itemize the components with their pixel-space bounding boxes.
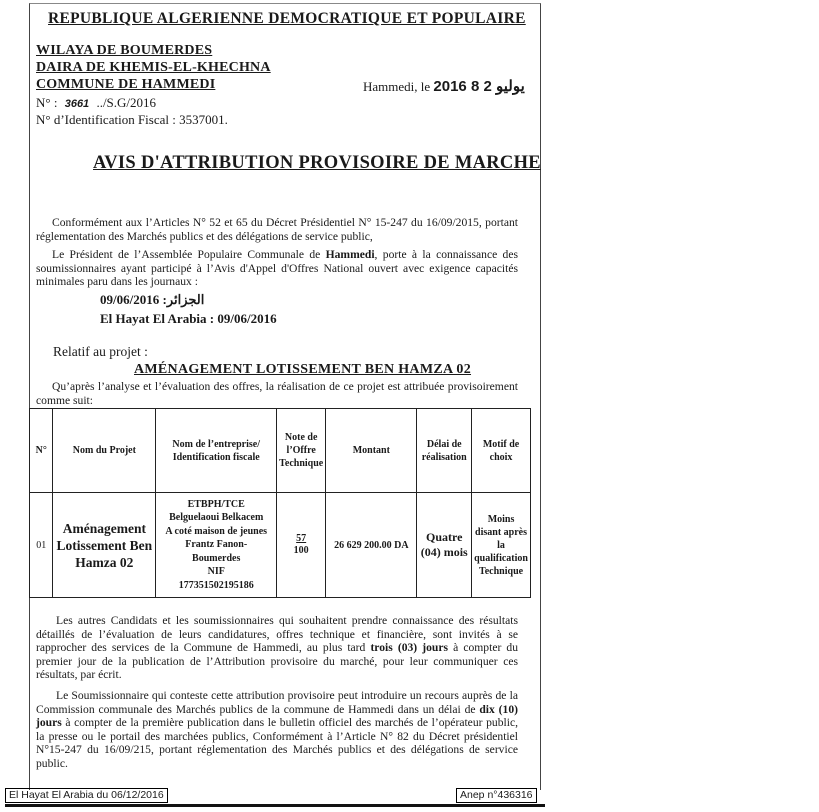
col-header-motif: Motif de choix	[472, 409, 531, 493]
date-label: Hammedi, le	[363, 79, 431, 94]
bottom-rule	[5, 804, 545, 807]
cell-projet: Aménagement Lotissement Ben Hamza 02	[53, 493, 156, 598]
cell-note	[277, 493, 326, 598]
note-fraction	[294, 533, 309, 557]
cell-delai: Quatre (04) mois	[417, 493, 472, 598]
reference-value: 3661	[64, 98, 90, 110]
entreprise-address-1: A coté maison de jeunes	[165, 525, 268, 537]
cell-montant: 26 629 200.00 DA	[326, 493, 417, 598]
award-table	[29, 408, 531, 598]
commune-name: Hammedi	[325, 248, 375, 261]
table-header-row	[30, 409, 531, 493]
republic-header: REPUBLIQUE ALGERIENNE DEMOCRATIQUE ET POPULAIRE	[48, 10, 526, 27]
journal-2: El Hayat El Arabia : 09/06/2016	[100, 311, 277, 326]
intro-paragraph-1: Conformément aux l’Articles N° 52 et 65 du Décret Présidentiel N° 15-247 du 16/09/2015, portant réglementation des Marchés publics et des délégations de service public,	[36, 216, 518, 243]
nif-value: 177351502195186	[178, 579, 254, 591]
col-header-note: Note de l’Offre Technique	[277, 409, 326, 493]
anep-number: Anep n°436316	[456, 788, 537, 803]
entreprise-name: ETBPH/TCE	[187, 498, 245, 510]
deadline-ten-days: dix (10) jours	[36, 702, 518, 729]
note-total: 100	[293, 545, 309, 556]
entreprise-address-2: Frantz Fanon-	[185, 539, 248, 551]
intro-paragraph-2: Le Président de l’Assemblée Populaire Communale de Hammedi, porte à la connaissance des soumissionnaires ayant participé à l’Avis d'Appel d'Offres National ouvert avec exigence capacités minimales paru dans les journaux :	[36, 248, 519, 288]
deadline-three-days: trois (03) jours	[370, 641, 449, 654]
col-header-projet: Nom du Projet	[53, 409, 156, 493]
col-header-entreprise: Nom de l’entreprise/ Identification fiscale	[156, 409, 277, 493]
col-header-montant: Montant	[326, 409, 417, 493]
reference-prefix: N° :	[36, 95, 58, 110]
reference-number	[36, 95, 156, 111]
closing-paragraph-1: Les autres Candidats et les soumissionnaires qui souhaitent prendre connaissance des résultats détaillés de l’évaluation de leurs candidatures, offres technique et financière, sont invités à se rapprocher des services de la Commune de Hammedi, au plus tard trois (03) jours à compter du premier jour de la publication de l’Attribution provisoire du marché, pour leur communiquer ces résultats, par écrit.	[36, 614, 519, 681]
issue-date	[363, 77, 525, 95]
daira-line: DAIRA DE KHEMIS-EL-KHECHNA	[36, 60, 271, 75]
wilaya-line: WILAYA DE BOUMERDES	[36, 43, 213, 58]
note-score: 57	[296, 533, 307, 544]
cell-entreprise	[156, 493, 277, 598]
journal-1: الجزائر: 09/06/2016	[100, 292, 205, 307]
fiscal-identification: N° d’Identification Fiscal : 3537001.	[36, 112, 228, 127]
entreprise-owner: Belguelaoui Belkacem	[169, 512, 264, 524]
publication-source: El Hayat El Arabia du 06/12/2016	[5, 788, 168, 803]
evaluation-text: Qu’après l’analyse et l’évaluation des offres, la réalisation de ce projet est attribuée provisoirement comme suit:	[36, 380, 518, 407]
cell-motif: Moins disant après la qualification Technique	[472, 493, 531, 598]
page-title: AVIS D'ATTRIBUTION PROVISOIRE DE MARCHE	[93, 153, 541, 173]
cell-num: 01	[30, 493, 53, 598]
table-row	[30, 493, 531, 598]
entreprise-city: Boumerdes	[192, 552, 241, 564]
reference-suffix: ../S.G/2016	[96, 95, 157, 110]
commune-line: COMMUNE DE HAMMEDI	[36, 77, 216, 92]
date-value: 2016 يوليو 2 8	[433, 78, 525, 95]
relatif-label: Relatif au projet :	[53, 344, 148, 359]
project-name: AMÉNAGEMENT LOTISSEMENT BEN HAMZA 02	[134, 362, 472, 377]
col-header-num: N°	[30, 409, 53, 493]
nif-label: NIF	[207, 566, 225, 578]
closing-paragraph-2: Le Soumissionnaire qui conteste cette attribution provisoire peut introduire un recours auprès de la Commission communale des Marchés publics de la commune de Hammedi dans un délai de dix (10) jours à compter de la première publication dans le bulletin officiel des marchés de l’opérateur public, la presse ou le portail des marchées publics, Conformément à l’Article N° 82 du Décret présidentiel N°15-247 du 16/09/215, portant réglementation des Marchés publics et des délégations de service public.	[36, 689, 518, 770]
col-header-delai: Délai de réalisation	[417, 409, 472, 493]
